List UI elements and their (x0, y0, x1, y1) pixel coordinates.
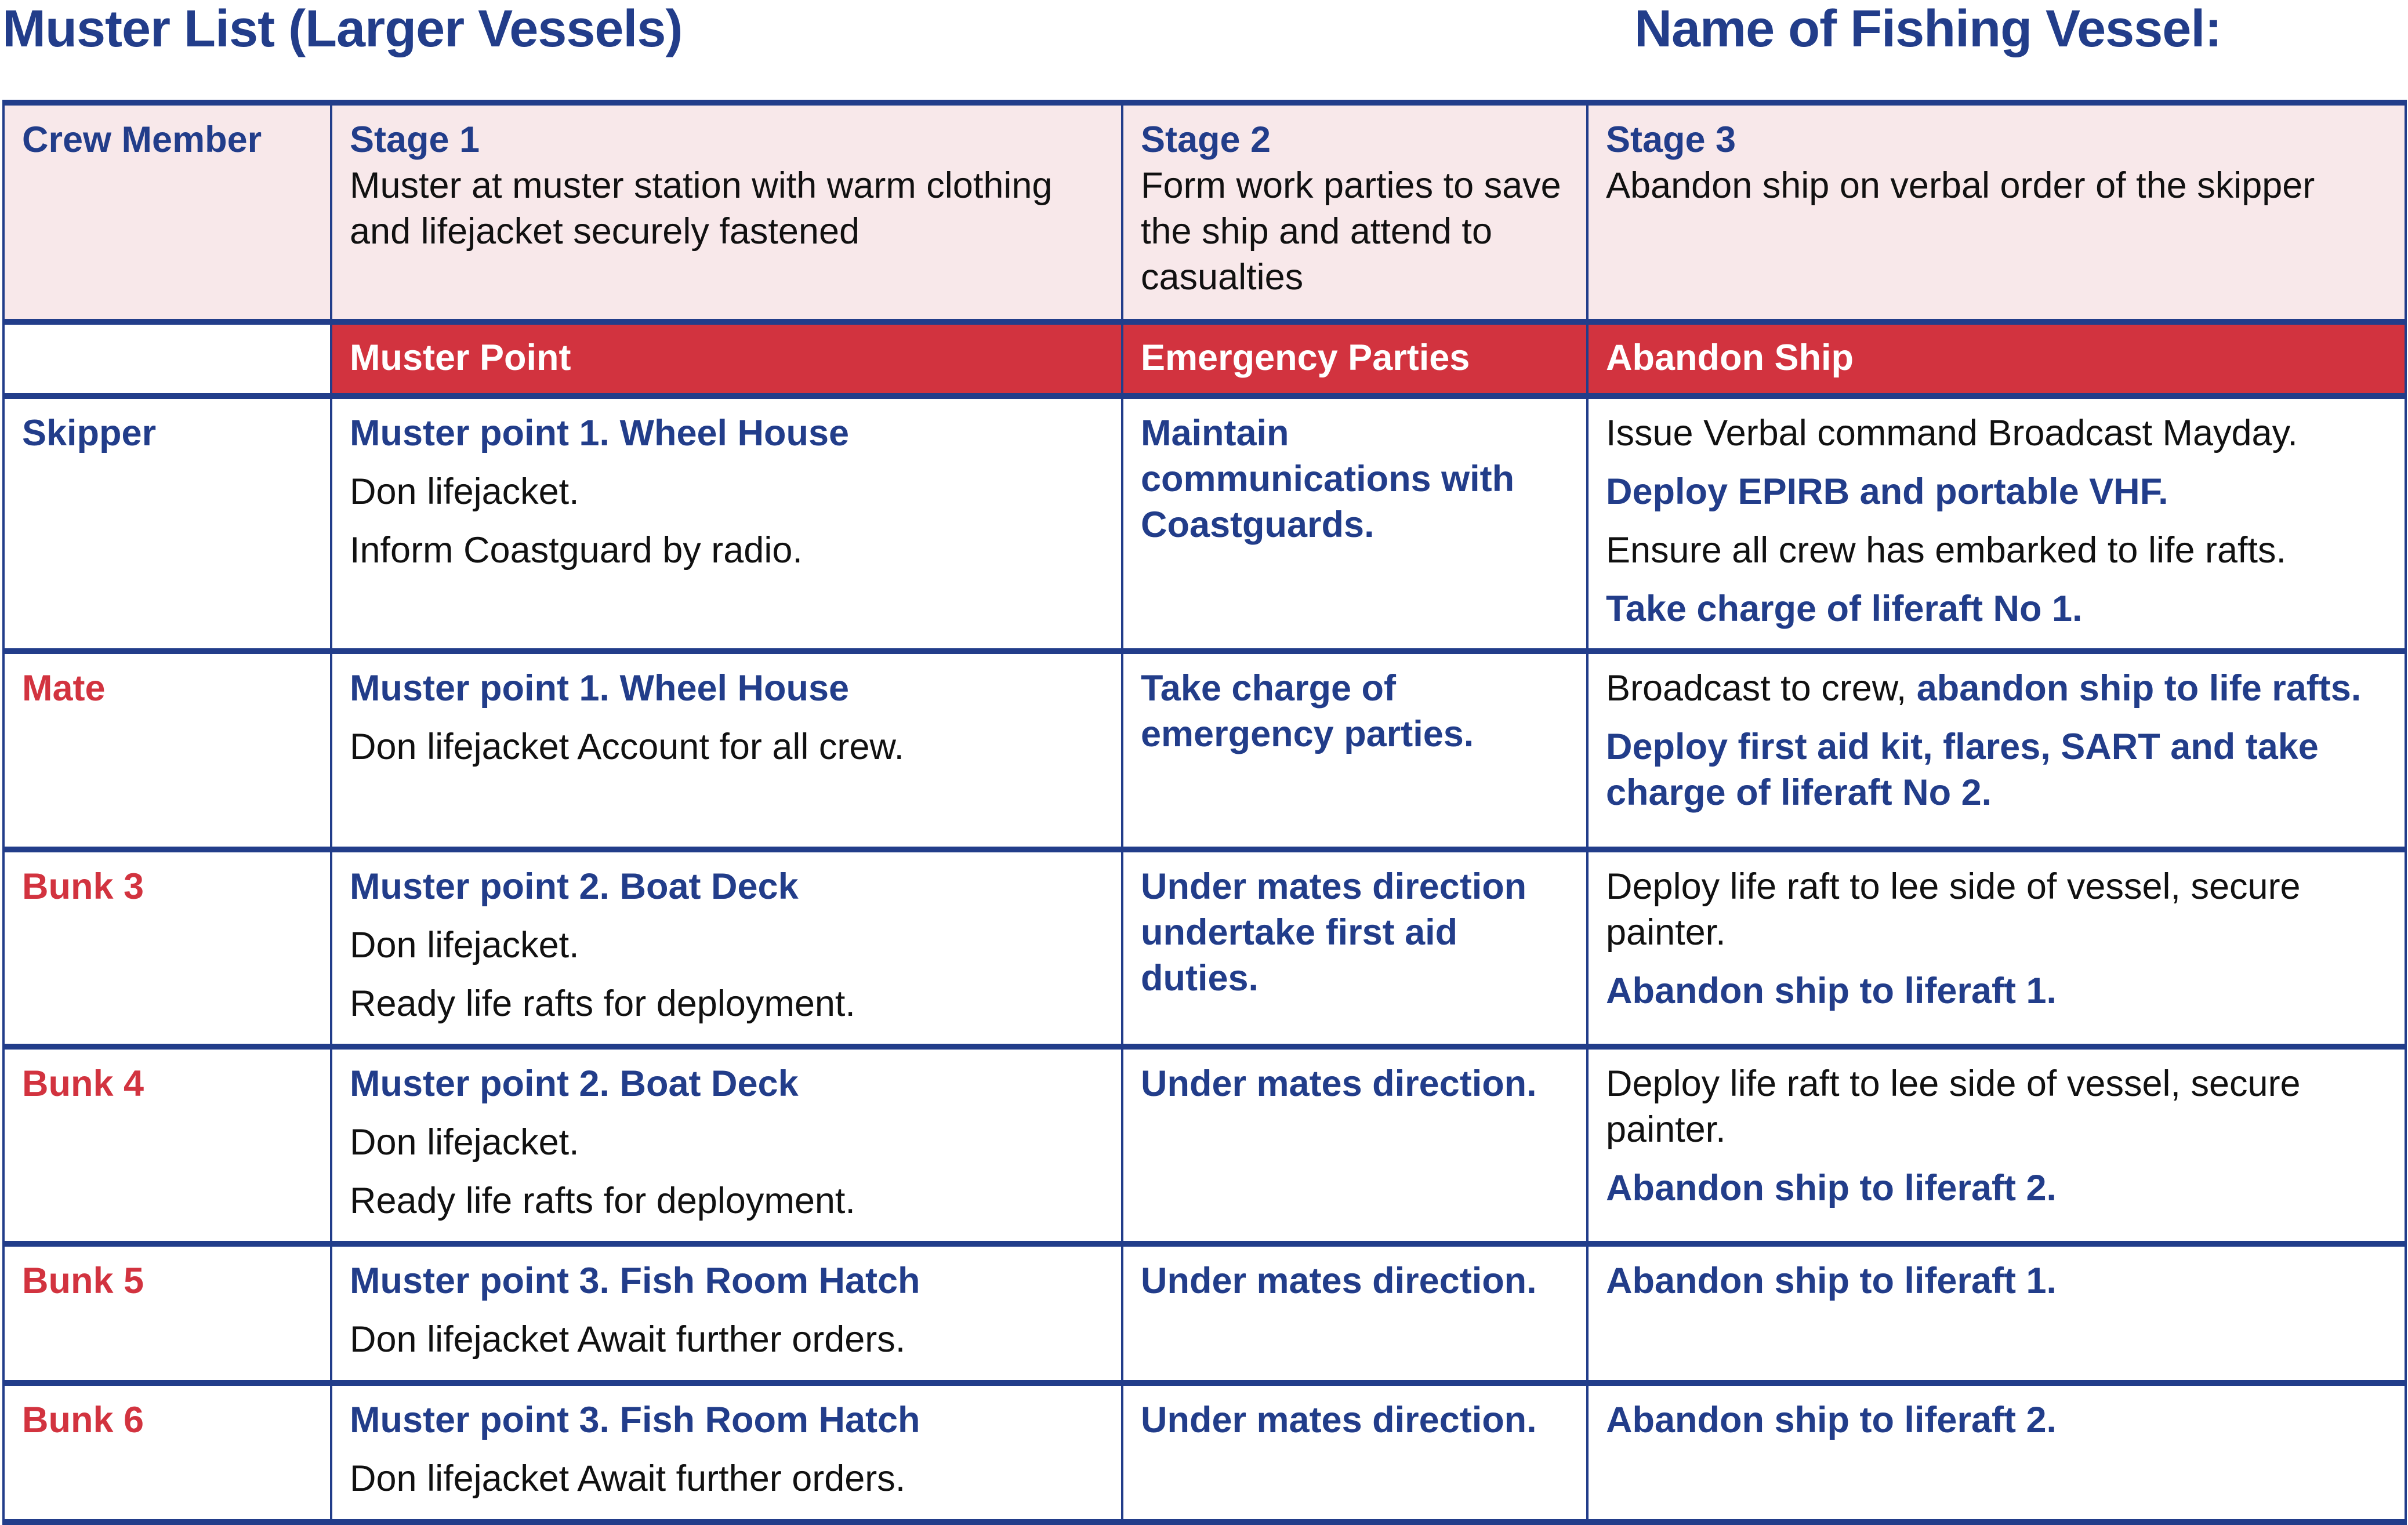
muster-instruction: Inform Coastguard by radio. (350, 530, 803, 571)
abandon-instruction-bold: abandon ship to life rafts. (1916, 668, 2362, 709)
muster-instruction: Ready life rafts for deployment. (350, 983, 855, 1024)
muster-point: Muster point 2. Boat Deck (350, 866, 799, 907)
band-cell-blank (3, 322, 331, 396)
column-heading: Stage 3 (1606, 119, 1736, 160)
band-cell-abandon-ship: Abandon Ship (1587, 322, 2406, 396)
abandon-cell (1587, 396, 2406, 651)
emergency-cell (1122, 396, 1587, 651)
band-cell-emergency-parties: Emergency Parties (1122, 322, 1587, 396)
muster-instruction: Don lifejacket. (350, 1122, 579, 1163)
emergency-cell (1122, 849, 1587, 1047)
abandon-instruction: Deploy life raft to lee side of vessel, secure painter. (1606, 866, 2301, 953)
column-heading: Crew Member (22, 119, 262, 160)
crew-cell (3, 651, 331, 849)
table-row (3, 1244, 2406, 1383)
emergency-cell (1122, 1047, 1587, 1244)
crew-cell (3, 849, 331, 1047)
header-cell-stage-1 (331, 103, 1122, 322)
table-row (3, 849, 2406, 1047)
column-heading: Stage 1 (350, 119, 480, 160)
muster-point: Muster point 3. Fish Room Hatch (350, 1261, 920, 1301)
abandon-cell (1587, 651, 2406, 849)
muster-cell (331, 396, 1122, 651)
column-heading: Stage 2 (1141, 119, 1271, 160)
crew-name: Bunk 5 (22, 1261, 144, 1301)
table-row (3, 396, 2406, 651)
header-cell-crew (3, 103, 331, 322)
emergency-duty: Under mates direction. (1141, 1400, 1537, 1440)
page-title: Muster List (Larger Vessels) (2, 0, 683, 58)
stage-description: Muster at muster station with warm clothing and lifejacket securely fastened (350, 165, 1053, 252)
muster-table (2, 100, 2407, 1525)
table-row (3, 1383, 2406, 1522)
muster-cell (331, 1383, 1122, 1522)
emergency-duty: Under mates direction undertake first aid duties. (1141, 866, 1527, 998)
muster-cell (331, 1244, 1122, 1383)
header-cell-stage-2 (1122, 103, 1587, 322)
muster-point: Muster point 1. Wheel House (350, 413, 850, 453)
crew-name: Bunk 4 (22, 1063, 144, 1104)
crew-name: Mate (22, 668, 106, 709)
emergency-cell (1122, 1244, 1587, 1383)
vessel-name-label: Name of Fishing Vessel: (1634, 0, 2222, 58)
table-row (3, 1047, 2406, 1244)
abandon-instruction: Deploy life raft to lee side of vessel, secure painter. (1606, 1063, 2301, 1150)
abandon-instruction: Deploy first aid kit, flares, SART and take charge of liferaft No 2. (1606, 727, 2319, 813)
muster-point: Muster point 1. Wheel House (350, 668, 850, 709)
crew-name: Bunk 3 (22, 866, 144, 907)
emergency-duty: Under mates direction. (1141, 1063, 1537, 1104)
abandon-instruction: Deploy EPIRB and portable VHF. (1606, 471, 2168, 512)
crew-cell (3, 396, 331, 651)
muster-cell (331, 651, 1122, 849)
abandon-cell (1587, 1383, 2406, 1522)
category-band-row (3, 322, 2406, 396)
muster-point: Muster point 2. Boat Deck (350, 1063, 799, 1104)
stage-description: Form work parties to save the ship and attend to casualties (1141, 165, 1561, 297)
abandon-cell (1587, 1244, 2406, 1383)
muster-instruction: Ready life rafts for deployment. (350, 1181, 855, 1221)
muster-instruction: Don lifejacket. (350, 925, 579, 965)
crew-name: Bunk 6 (22, 1400, 144, 1440)
emergency-cell (1122, 1383, 1587, 1522)
crew-cell (3, 1047, 331, 1244)
crew-name: Skipper (22, 413, 157, 453)
abandon-instruction: Abandon ship to liferaft 1. (1606, 971, 2057, 1011)
abandon-instruction: Abandon ship to liferaft 2. (1606, 1400, 2057, 1440)
abandon-instruction: Abandon ship to liferaft 2. (1606, 1168, 2057, 1208)
emergency-duty: Under mates direction. (1141, 1261, 1537, 1301)
crew-cell (3, 1383, 331, 1522)
abandon-cell (1587, 849, 2406, 1047)
muster-instruction: Don lifejacket. (350, 471, 579, 512)
abandon-instruction: Ensure all crew has embarked to life rafts. (1606, 530, 2287, 571)
crew-cell (3, 1244, 331, 1383)
abandon-instruction: Issue Verbal command Broadcast Mayday. (1606, 413, 2298, 453)
abandon-cell (1587, 1047, 2406, 1244)
table-row (3, 651, 2406, 849)
stage-description: Abandon ship on verbal order of the skipper (1606, 165, 2315, 206)
abandon-instruction (1606, 666, 2387, 711)
muster-cell (331, 1047, 1122, 1244)
abandon-instruction: Abandon ship to liferaft 1. (1606, 1261, 2057, 1301)
emergency-duty: Take charge of emergency parties. (1141, 668, 1474, 754)
stage-header-row (3, 103, 2406, 322)
muster-point: Muster point 3. Fish Room Hatch (350, 1400, 920, 1440)
header-cell-stage-3 (1587, 103, 2406, 322)
muster-cell (331, 849, 1122, 1047)
emergency-duty: Maintain communications with Coastguards. (1141, 413, 1515, 545)
abandon-instruction: Take charge of liferaft No 1. (1606, 589, 2083, 629)
abandon-instruction-plain: Broadcast to crew, (1606, 668, 1917, 709)
muster-instruction: Don lifejacket Await further orders. (350, 1319, 906, 1360)
band-cell-muster-point: Muster Point (331, 322, 1122, 396)
muster-instruction: Don lifejacket Account for all crew. (350, 727, 904, 767)
muster-instruction: Don lifejacket Await further orders. (350, 1458, 906, 1499)
emergency-cell (1122, 651, 1587, 849)
